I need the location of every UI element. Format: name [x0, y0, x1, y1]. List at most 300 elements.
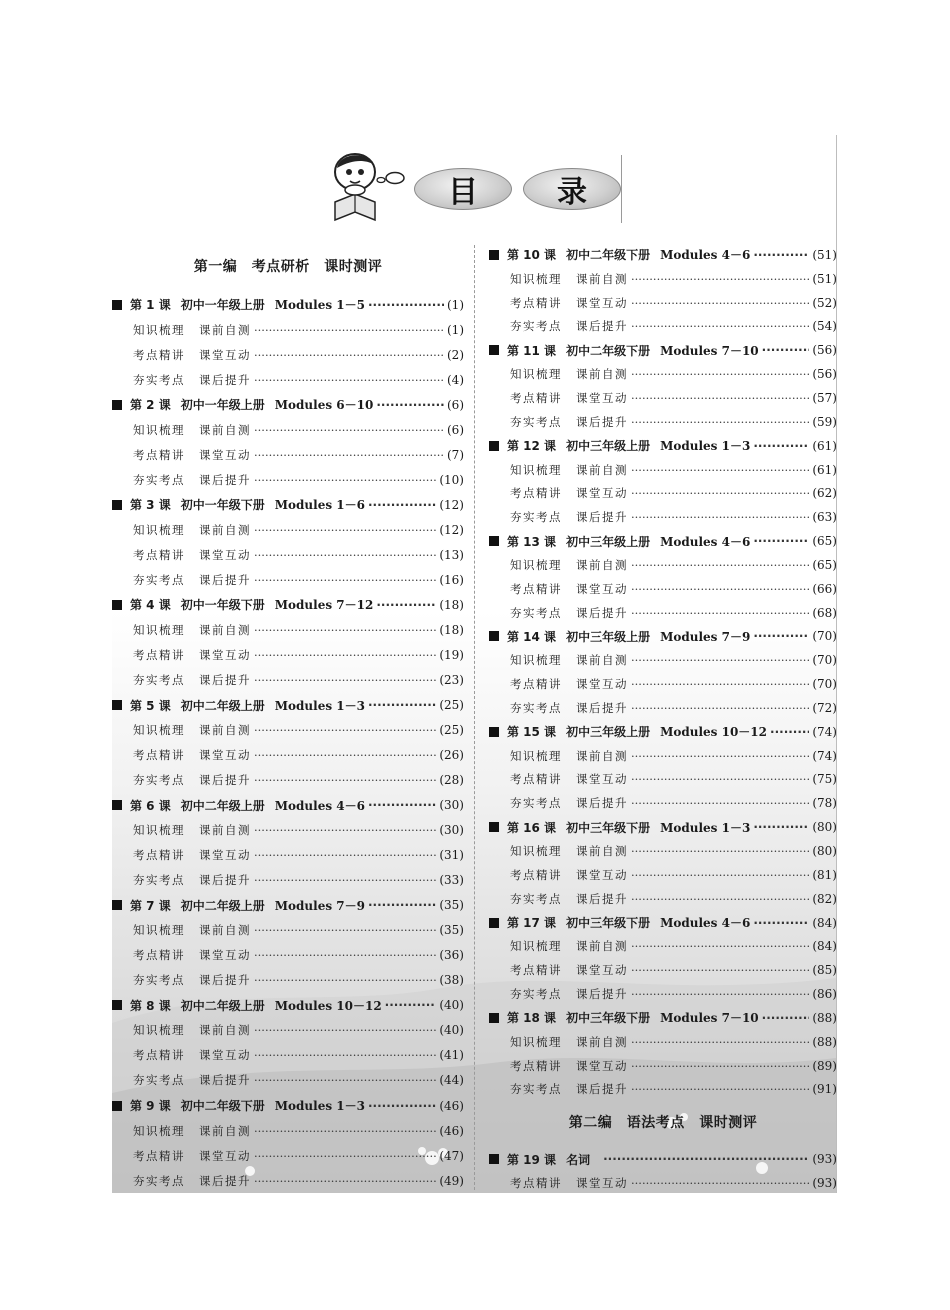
toc-subsection-row[interactable] — [489, 291, 837, 315]
leader-dots — [254, 1124, 436, 1138]
leader-dots — [368, 1099, 436, 1113]
page-number: (72) — [812, 700, 837, 715]
toc-subsection-row[interactable] — [112, 667, 464, 692]
toc-subsection-row[interactable] — [489, 768, 837, 792]
leader-dots — [254, 923, 436, 937]
page-number: (85) — [812, 963, 837, 978]
toc-subsection-row[interactable] — [112, 317, 464, 342]
lesson-number: 第 18 课 — [507, 1011, 557, 1026]
leader-dots — [631, 701, 809, 715]
toc-lesson-row[interactable] — [112, 993, 464, 1018]
toc-subsection-row[interactable] — [489, 982, 837, 1006]
toc-subsection-row[interactable] — [489, 1171, 837, 1195]
subsection-part-a: 知识梳理 — [510, 557, 562, 572]
toc-title-char-2: 录 — [523, 168, 621, 210]
leader-dots — [254, 948, 436, 962]
toc-subsection-row[interactable] — [112, 1068, 464, 1093]
page-number: (82) — [812, 891, 837, 906]
subsection-part-b: 课后提升 — [576, 414, 628, 429]
subsection-part-a: 夯实考点 — [133, 372, 185, 387]
leader-dots — [631, 486, 809, 500]
toc-subsection-row[interactable] — [489, 672, 837, 696]
leader-dots — [753, 916, 809, 930]
square-bullet-icon — [112, 800, 122, 810]
page-number: (84) — [812, 915, 837, 930]
toc-subsection-row[interactable] — [489, 648, 837, 672]
toc-subsection-row[interactable] — [112, 367, 464, 392]
page-number: (65) — [812, 557, 837, 572]
subsection-part-b: 课堂互动 — [199, 948, 251, 963]
toc-subsection-row[interactable] — [489, 410, 837, 434]
page-number: (46) — [439, 1098, 464, 1113]
subsection-part-b: 课堂互动 — [576, 581, 628, 596]
toc-lesson-row[interactable] — [489, 815, 837, 839]
page-number: (70) — [812, 653, 837, 668]
leader-dots — [631, 606, 809, 620]
toc-subsection-row[interactable] — [489, 744, 837, 768]
lesson-number: 第 11 课 — [507, 343, 557, 358]
page-number: (84) — [812, 939, 837, 954]
page-number: (36) — [439, 948, 464, 963]
page-number: (35) — [439, 898, 464, 913]
toc-lesson-row[interactable] — [489, 1147, 837, 1171]
page-number: (81) — [812, 867, 837, 882]
leader-dots — [753, 439, 809, 453]
page-number: (6) — [447, 397, 464, 412]
leader-dots — [254, 873, 436, 887]
lesson-book: 初中二年级下册 — [180, 1099, 265, 1114]
leader-dots — [753, 629, 809, 643]
toc-subsection-row[interactable] — [112, 718, 464, 743]
toc-subsection-row[interactable] — [112, 768, 464, 793]
toc-subsection-row[interactable] — [112, 567, 464, 592]
subsection-part-b: 课前自测 — [576, 367, 628, 382]
subsection-part-b: 课前自测 — [576, 844, 628, 859]
lesson-modules: Modules 4－6 — [274, 798, 365, 813]
page-number: (44) — [439, 1073, 464, 1088]
page-number: (54) — [812, 319, 837, 334]
lesson-modules: Modules 1－6 — [274, 498, 365, 513]
page-number: (49) — [439, 1173, 464, 1188]
toc-subsection-row[interactable] — [112, 918, 464, 943]
toc-lesson-row[interactable] — [112, 492, 464, 517]
subsection-part-a: 考点精讲 — [133, 1048, 185, 1063]
leader-dots — [631, 582, 809, 596]
subsection-part-a: 知识梳理 — [133, 622, 185, 637]
subsection-part-a: 知识梳理 — [133, 322, 185, 337]
toc-subsection-row[interactable] — [112, 868, 464, 893]
subsection-part-b: 课堂互动 — [576, 963, 628, 978]
subsection-part-a: 知识梳理 — [510, 748, 562, 763]
toc-lesson-row[interactable] — [112, 893, 464, 918]
toc-lesson-row[interactable] — [489, 338, 837, 362]
toc-subsection-row[interactable] — [489, 887, 837, 911]
subsection-part-a: 考点精讲 — [510, 963, 562, 978]
page-number: (61) — [812, 462, 837, 477]
subsection-part-a: 夯实考点 — [133, 472, 185, 487]
subsection-part-b: 课堂互动 — [576, 772, 628, 787]
square-bullet-icon — [489, 345, 499, 355]
header-divider — [621, 155, 622, 223]
subsection-part-a: 知识梳理 — [133, 823, 185, 838]
toc-lesson-row[interactable] — [112, 592, 464, 617]
toc-subsection-row[interactable] — [112, 968, 464, 993]
subsection-part-a: 知识梳理 — [510, 939, 562, 954]
page-number: (23) — [439, 672, 464, 687]
subsection-part-b: 课后提升 — [576, 891, 628, 906]
page-number: (31) — [439, 848, 464, 863]
toc-title-char-1: 目 — [414, 168, 512, 210]
page-number: (70) — [812, 677, 837, 692]
lesson-modules: Modules 7－9 — [660, 629, 751, 644]
square-bullet-icon — [489, 631, 499, 641]
lesson-book: 初中一年级下册 — [180, 598, 265, 613]
toc-subsection-row[interactable] — [112, 743, 464, 768]
toc-lesson-row[interactable] — [489, 243, 837, 267]
lesson-book: 初中二年级上册 — [180, 998, 265, 1013]
lesson-book: 初中二年级下册 — [566, 343, 651, 358]
subsection-part-a: 考点精讲 — [133, 948, 185, 963]
subsection-part-a: 夯实考点 — [510, 700, 562, 715]
leader-dots — [631, 772, 809, 786]
leader-dots — [631, 653, 809, 667]
page-number: (18) — [439, 597, 464, 612]
leader-dots — [603, 1152, 809, 1166]
leader-dots — [753, 248, 809, 262]
toc-subsection-row[interactable] — [112, 1043, 464, 1068]
leader-dots — [254, 548, 436, 562]
subsection-part-b: 课前自测 — [576, 748, 628, 763]
leader-dots — [254, 448, 444, 462]
toc-subsection-row[interactable] — [489, 1030, 837, 1054]
toc-subsection-row[interactable] — [112, 642, 464, 667]
toc-subsection-row[interactable] — [489, 696, 837, 720]
lesson-number: 第 12 课 — [507, 439, 557, 454]
toc-lesson-row[interactable] — [112, 693, 464, 718]
lesson-book: 初中三年级上册 — [566, 439, 651, 454]
lesson-number: 第 6 课 — [130, 798, 171, 813]
subsection-part-b: 课堂互动 — [199, 848, 251, 863]
leader-dots — [254, 823, 436, 837]
page-number: (86) — [812, 987, 837, 1002]
leader-dots — [631, 892, 809, 906]
subsection-part-a: 夯实考点 — [510, 796, 562, 811]
leader-dots — [254, 573, 436, 587]
leader-dots — [254, 1023, 436, 1037]
leader-dots — [631, 463, 809, 477]
page-number: (88) — [812, 1010, 837, 1025]
page-number: (6) — [447, 422, 464, 437]
toc-lesson-row[interactable] — [489, 434, 837, 458]
page-number: (46) — [439, 1123, 464, 1138]
toc-lesson-row[interactable] — [489, 529, 837, 553]
page-header — [325, 150, 635, 230]
leader-dots — [631, 367, 809, 381]
subsection-part-b: 课前自测 — [199, 923, 251, 938]
square-bullet-icon — [489, 1154, 499, 1164]
subsection-part-a: 夯实考点 — [510, 605, 562, 620]
lesson-number: 第 3 课 — [130, 498, 171, 513]
lesson-modules: Modules 4－6 — [660, 248, 751, 263]
leader-dots — [254, 673, 436, 687]
lesson-modules: Modules 1－3 — [660, 820, 751, 835]
subsection-part-b: 课前自测 — [199, 322, 251, 337]
leader-dots — [254, 1174, 436, 1188]
page-number: (38) — [439, 973, 464, 988]
lesson-number: 第 14 课 — [507, 629, 557, 644]
square-bullet-icon — [489, 250, 499, 260]
lesson-number: 第 2 课 — [130, 398, 171, 413]
subsection-part-b: 课后提升 — [576, 510, 628, 525]
leader-dots — [631, 391, 809, 405]
leader-dots — [631, 1082, 809, 1096]
subsection-part-b: 课后提升 — [576, 605, 628, 620]
square-bullet-icon — [112, 400, 122, 410]
subsection-part-a: 考点精讲 — [133, 1148, 185, 1163]
lesson-book: 初中二年级下册 — [566, 248, 651, 263]
subsection-part-a: 考点精讲 — [133, 347, 185, 362]
page-number: (33) — [439, 873, 464, 888]
page-number: (68) — [812, 605, 837, 620]
page-number: (28) — [439, 773, 464, 788]
subsection-part-a: 考点精讲 — [133, 447, 185, 462]
toc-lesson-row[interactable] — [489, 911, 837, 935]
toc-subsection-row[interactable] — [489, 553, 837, 577]
square-bullet-icon — [112, 1101, 122, 1111]
page-number: (30) — [439, 798, 464, 813]
leader-dots — [762, 343, 810, 357]
leader-dots — [631, 939, 809, 953]
subsection-part-b: 课堂互动 — [576, 486, 628, 501]
subsection-part-b: 课堂互动 — [199, 748, 251, 763]
subsection-part-b: 课后提升 — [576, 796, 628, 811]
subsection-part-b: 课后提升 — [199, 873, 251, 888]
toc-subsection-row[interactable] — [112, 517, 464, 542]
subsection-part-b: 课后提升 — [199, 472, 251, 487]
subsection-part-b: 课前自测 — [199, 1123, 251, 1138]
toc-subsection-row[interactable] — [112, 943, 464, 968]
leader-dots — [631, 1035, 809, 1049]
toc-subsection-row[interactable] — [112, 442, 464, 467]
lesson-book: 初中一年级下册 — [180, 498, 265, 513]
lesson-number: 第 1 课 — [130, 298, 171, 313]
toc-subsection-row[interactable] — [112, 1168, 464, 1193]
leader-dots — [254, 848, 436, 862]
section-title-2: 第二编 语法考点 课时测评 — [568, 1115, 758, 1132]
subsection-part-a: 考点精讲 — [133, 748, 185, 763]
leader-dots — [631, 749, 809, 763]
subsection-part-a: 考点精讲 — [510, 677, 562, 692]
toc-subsection-row[interactable] — [489, 386, 837, 410]
toc-subsection-row[interactable] — [489, 362, 837, 386]
leader-dots — [254, 1149, 436, 1163]
subsection-part-b: 课堂互动 — [199, 447, 251, 462]
subsection-part-a: 知识梳理 — [133, 723, 185, 738]
toc-lesson-row[interactable] — [112, 392, 464, 417]
page-number: (62) — [812, 486, 837, 501]
leader-dots — [631, 868, 809, 882]
lesson-modules: Modules 7－12 — [274, 598, 374, 613]
toc-subsection-row[interactable] — [489, 267, 837, 291]
subsection-part-b: 课堂互动 — [199, 1148, 251, 1163]
toc-subsection-row[interactable] — [112, 843, 464, 868]
leader-dots — [631, 272, 809, 286]
square-bullet-icon — [489, 441, 499, 451]
toc-subsection-row[interactable] — [489, 577, 837, 601]
subsection-part-b: 课堂互动 — [576, 390, 628, 405]
lesson-number: 第 5 课 — [130, 698, 171, 713]
subsection-part-a: 夯实考点 — [133, 773, 185, 788]
leader-dots — [376, 398, 444, 412]
square-bullet-icon — [489, 822, 499, 832]
toc-subsection-row[interactable] — [489, 1054, 837, 1078]
lesson-book: 初中一年级上册 — [180, 398, 265, 413]
subsection-part-b: 课前自测 — [199, 1023, 251, 1038]
toc-subsection-row[interactable] — [489, 934, 837, 958]
lesson-modules: Modules 1－3 — [660, 439, 751, 454]
toc-lesson-row[interactable] — [112, 793, 464, 818]
subsection-part-a: 考点精讲 — [510, 772, 562, 787]
toc-subsection-row[interactable] — [112, 1018, 464, 1043]
toc-lesson-row[interactable] — [489, 1006, 837, 1030]
subsection-part-b: 课堂互动 — [576, 1058, 628, 1073]
toc-lesson-row[interactable] — [112, 292, 464, 317]
leader-dots — [254, 773, 436, 787]
subsection-part-a: 夯实考点 — [133, 672, 185, 687]
page-number: (74) — [812, 748, 837, 763]
page-number: (78) — [812, 796, 837, 811]
leader-dots — [631, 296, 809, 310]
subsection-part-a: 考点精讲 — [133, 848, 185, 863]
page-number: (63) — [812, 510, 837, 525]
lesson-book: 初中一年级上册 — [180, 298, 265, 313]
subsection-part-b: 课堂互动 — [576, 677, 628, 692]
page-number: (13) — [439, 547, 464, 562]
toc-subsection-row[interactable] — [112, 1143, 464, 1168]
lesson-modules: Modules 7－10 — [660, 343, 759, 358]
leader-dots — [385, 998, 437, 1012]
subsection-part-b: 课前自测 — [576, 462, 628, 477]
page-number: (75) — [812, 772, 837, 787]
page-number: (93) — [812, 1152, 837, 1167]
toc-subsection-row[interactable] — [489, 481, 837, 505]
toc-subsection-row[interactable] — [489, 1078, 837, 1102]
subsection-part-b: 课前自测 — [576, 653, 628, 668]
subsection-part-b: 课堂互动 — [576, 867, 628, 882]
toc-subsection-row[interactable] — [112, 818, 464, 843]
toc-lesson-row[interactable] — [489, 625, 837, 649]
page-number: (74) — [812, 724, 837, 739]
toc-column-right — [489, 243, 837, 1195]
subsection-part-b: 课前自测 — [576, 939, 628, 954]
subsection-part-b: 课前自测 — [199, 622, 251, 637]
subsection-part-b: 课后提升 — [576, 987, 628, 1002]
lesson-modules: Modules 10－12 — [274, 998, 382, 1013]
lesson-number: 第 19 课 — [507, 1152, 557, 1167]
page-number: (91) — [812, 1082, 837, 1097]
page-number: (19) — [439, 647, 464, 662]
lesson-book: 初中三年级下册 — [566, 820, 651, 835]
toc-subsection-row[interactable] — [489, 601, 837, 625]
subsection-part-b: 课前自测 — [199, 723, 251, 738]
subsection-part-b: 课前自测 — [576, 271, 628, 286]
subsection-part-b: 课堂互动 — [199, 347, 251, 362]
toc-subsection-row[interactable] — [112, 1118, 464, 1143]
toc-subsection-row[interactable] — [112, 342, 464, 367]
page-number: (40) — [439, 998, 464, 1013]
page-number: (61) — [812, 438, 837, 453]
leader-dots — [753, 534, 809, 548]
toc-subsection-row[interactable] — [489, 863, 837, 887]
subsection-part-b: 课后提升 — [576, 700, 628, 715]
leader-dots — [254, 323, 444, 337]
subsection-part-b: 课堂互动 — [199, 1048, 251, 1063]
subsection-part-a: 夯实考点 — [510, 1082, 562, 1097]
square-bullet-icon — [112, 1000, 122, 1010]
toc-subsection-row[interactable] — [489, 839, 837, 863]
leader-dots — [631, 987, 809, 1001]
toc-subsection-row[interactable] — [489, 791, 837, 815]
toc-subsection-row[interactable] — [112, 417, 464, 442]
lesson-book: 初中三年级上册 — [566, 629, 651, 644]
subsection-part-a: 考点精讲 — [133, 647, 185, 662]
toc-lesson-row[interactable] — [112, 1093, 464, 1118]
toc-subsection-row[interactable] — [112, 542, 464, 567]
toc-subsection-row[interactable] — [489, 505, 837, 529]
toc-subsection-row[interactable] — [489, 958, 837, 982]
square-bullet-icon — [112, 600, 122, 610]
leader-dots — [368, 298, 444, 312]
subsection-part-b: 课前自测 — [199, 823, 251, 838]
lesson-modules: Modules 1－5 — [274, 298, 365, 313]
toc-subsection-row[interactable] — [489, 315, 837, 339]
page-number: (10) — [439, 472, 464, 487]
leader-dots — [368, 698, 436, 712]
subsection-part-a: 知识梳理 — [510, 1034, 562, 1049]
toc-subsection-row[interactable] — [112, 467, 464, 492]
page-number: (51) — [812, 247, 837, 262]
subsection-part-a: 夯实考点 — [510, 414, 562, 429]
page-number: (56) — [812, 367, 837, 382]
leader-dots — [631, 796, 809, 810]
leader-dots — [631, 677, 809, 691]
leader-dots — [254, 648, 436, 662]
subsection-part-b: 课后提升 — [199, 1073, 251, 1088]
page-number: (66) — [812, 581, 837, 596]
square-bullet-icon — [112, 300, 122, 310]
toc-lesson-row[interactable] — [489, 720, 837, 744]
lesson-book: 初中三年级上册 — [566, 725, 651, 740]
lesson-book: 初中二年级上册 — [180, 798, 265, 813]
lesson-number: 第 13 课 — [507, 534, 557, 549]
subsection-part-b: 课前自测 — [576, 557, 628, 572]
page-number: (25) — [439, 723, 464, 738]
toc-subsection-row[interactable] — [489, 458, 837, 482]
page-number: (56) — [812, 343, 837, 358]
subsection-part-b: 课前自测 — [199, 422, 251, 437]
subsection-part-a: 知识梳理 — [510, 271, 562, 286]
subsection-part-a: 夯实考点 — [133, 873, 185, 888]
subsection-part-b: 课堂互动 — [576, 295, 628, 310]
subsection-part-b: 课后提升 — [576, 319, 628, 334]
toc-subsection-row[interactable] — [112, 617, 464, 642]
leader-dots — [254, 523, 436, 537]
page-number: (47) — [439, 1148, 464, 1163]
page-number: (65) — [812, 534, 837, 549]
lesson-modules: Modules 1－3 — [274, 698, 365, 713]
subsection-part-a: 知识梳理 — [133, 522, 185, 537]
subsection-part-a: 夯实考点 — [510, 319, 562, 334]
